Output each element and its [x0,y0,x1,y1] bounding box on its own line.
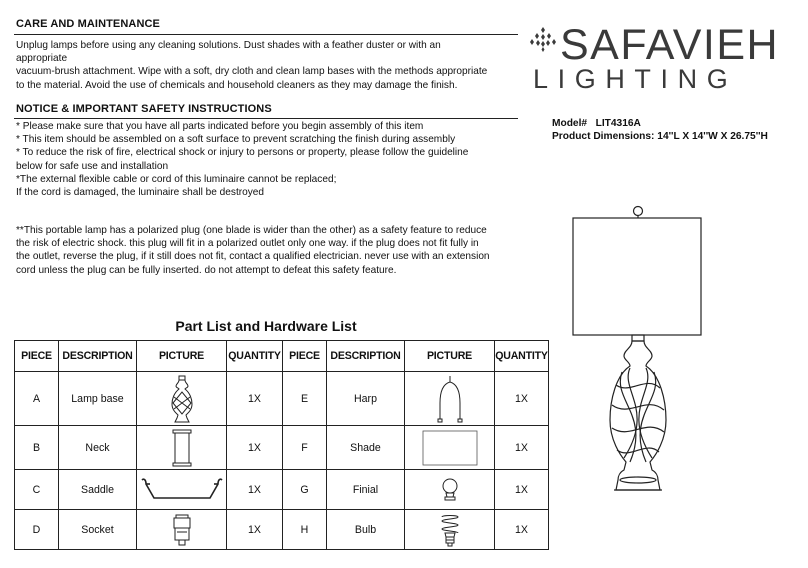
piece-cell: H [283,510,327,550]
lamp-illustration [560,200,730,500]
picture-cell [405,426,495,470]
picture-cell [405,372,495,426]
notice-heading: NOTICE & IMPORTANT SAFETY INSTRUCTIONS [16,103,272,115]
piece-cell: D [15,510,59,550]
header-picture: PICTURE [137,341,227,372]
brand-subtitle: LIGHTING [533,64,738,94]
plug-notice-line: **This portable lamp has a polarized plug (one blade is wider than the other) as a safety feature to reduce [16,225,487,236]
harp-icon [435,375,465,423]
piece-cell: B [15,426,59,470]
description-cell: Finial [327,470,405,510]
finial-shape [634,207,643,216]
product-dimensions [552,130,768,144]
piece-cell: C [15,470,59,510]
plug-notice-text [16,224,490,277]
piece-cell: G [283,470,327,510]
care-heading: CARE AND MAINTENANCE [16,18,160,30]
bulb-icon [437,513,463,547]
care-line: appropriate [16,53,68,65]
table-row [15,470,549,510]
quantity-cell: 1X [227,372,283,426]
care-rule [14,34,518,35]
brand-name: SAFAVIEH [560,21,780,69]
piece-cell: E [283,372,327,426]
model-label: Model# [552,118,588,129]
table-header-row [15,341,549,372]
notice-line: *The external flexible cable or cord of this luminaire cannot be replaced; [16,173,337,185]
piece-cell: F [283,426,327,470]
quantity-cell: 1X [227,510,283,550]
description-cell: Saddle [59,470,137,510]
picture-cell [137,470,227,510]
finial-icon [440,476,460,504]
shade-shape [573,218,701,335]
quantity-cell: 1X [495,470,549,510]
table-row [15,426,549,470]
picture-cell [405,510,495,550]
description-cell: Shade [327,426,405,470]
parts-table [14,340,549,550]
lamp-base-icon [170,375,194,423]
description-cell: Lamp base [59,372,137,426]
quantity-cell: 1X [227,470,283,510]
notice-line: * Please make sure that you have all parts indicated before you begin assembly of this item [16,121,424,132]
dimensions-label: Product Dimensions: [552,131,655,142]
notice-line: * This item should be assembled on a soft surface to prevent scratching the finish during assembly [16,134,456,146]
shade-icon [422,430,478,466]
notice-line: If the cord is damaged, the luminaire shall be destroyed [16,187,264,199]
neck-icon [171,429,193,467]
socket-icon [172,514,192,546]
header-quantity: QUANTITY [227,341,283,372]
dimensions-value: 14''L X 14''W X 26.75''H [657,131,768,142]
notice-rule [14,118,518,119]
quantity-cell: 1X [495,426,549,470]
picture-cell [405,470,495,510]
description-cell: Neck [59,426,137,470]
care-line: vacuum-brush attachment. Wipe with a soft, dry cloth and clean lamp bases with the methods appropriate [16,66,488,78]
notice-text [16,120,468,199]
plug-notice-line: the outlet, reverse the plug, if it still does not fit, contact a qualified electrician. never use with an extension [16,251,490,263]
description-cell: Socket [59,510,137,550]
notice-line: * To reduce the risk of fire, electrical shock or injury to persons or property, please follow the guideline [16,147,469,159]
model-value: LIT4316A [595,118,641,129]
care-text [16,39,487,92]
quantity-cell: 1X [227,426,283,470]
saddle-icon [140,476,224,504]
header-piece: PIECE [283,341,327,372]
table-row [15,372,549,426]
header-description: DESCRIPTION [59,341,137,372]
picture-cell [137,426,227,470]
model-number [552,117,641,131]
care-line: Unplug lamps before using any cleaning solutions. Dust shades with a feather duster or with an [16,40,441,51]
parts-table-title: Part List and Hardware List [175,318,357,334]
description-cell: Bulb [327,510,405,550]
quantity-cell: 1X [495,510,549,550]
table-row [15,510,549,550]
header-description: DESCRIPTION [327,341,405,372]
piece-cell: A [15,372,59,426]
care-line: to the material. Avoid the use of chemicals and household cleaners as they may damage the finish. [16,79,458,91]
notice-line: below for safe use and installation [16,160,169,172]
header-picture: PICTURE [405,341,495,372]
plug-notice-line: cord unless the plug can be fully inserted. do not attempt to defeat this safety feature. [16,264,397,276]
header-piece: PIECE [15,341,59,372]
picture-cell [137,510,227,550]
quantity-cell: 1X [495,372,549,426]
description-cell: Harp [327,372,405,426]
header-quantity: QUANTITY [495,341,549,372]
chandelier-icon [528,26,558,52]
plug-notice-line: the risk of electric shock. this plug will fit in a polarized outlet only one way. if the plug does not fit fully in [16,238,479,250]
picture-cell [137,372,227,426]
